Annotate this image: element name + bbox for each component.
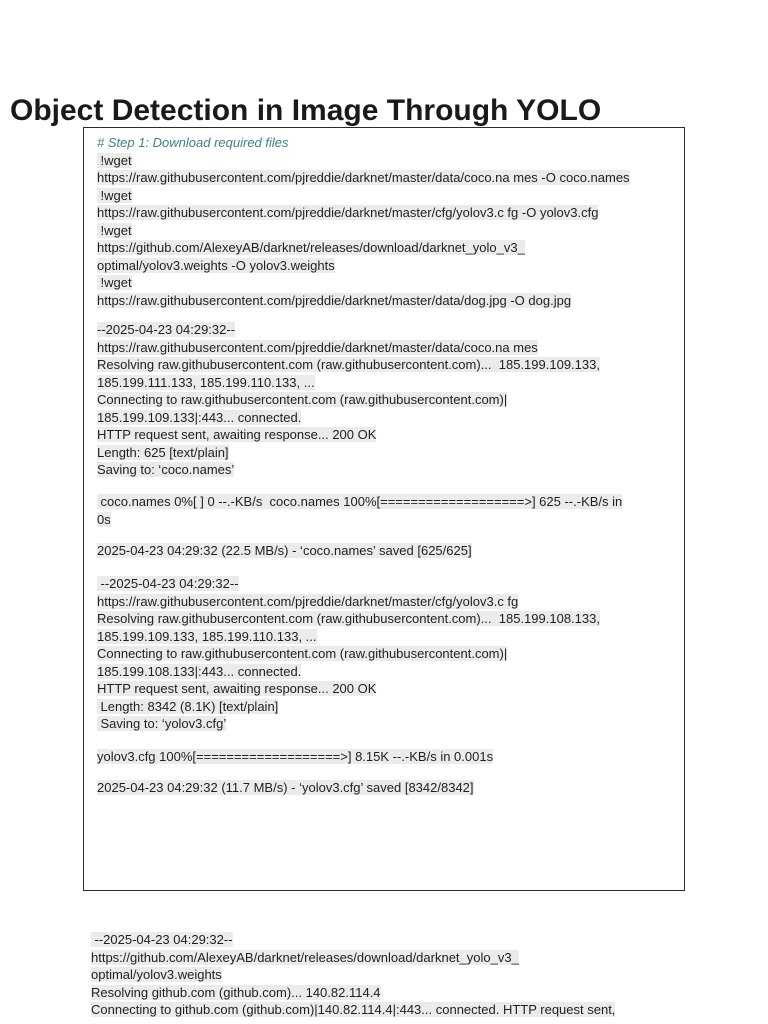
progress-line: yolov3.cfg 100%[===================>] 8.15K --.-KB/s in 0.001s (97, 749, 494, 764)
cfg-request-log (97, 575, 600, 733)
code-line: !wget (97, 275, 132, 290)
code-line: https://github.com/AlexeyAB/darknet/releases/download/darknet_yolo_v3_ (97, 240, 525, 255)
output-line: https://github.com/AlexeyAB/darknet/releases/download/darknet_yolo_v3_ (91, 949, 519, 965)
coco-saved-log (97, 542, 472, 560)
code-line: https://raw.githubusercontent.com/pjreddie/darknet/master/data/dog.jpg -O dog.jpg (97, 292, 572, 308)
saved-status-line: 2025-04-23 04:29:32 (22.5 MB/s) - ‘coco.names’ saved [625/625] (97, 543, 472, 558)
output-line: Resolving raw.githubusercontent.com (raw.githubusercontent.com)... 185.199.109.133, (97, 357, 600, 372)
coco-progress-log (97, 493, 622, 528)
output-line: 185.199.108.133|:443... connected. (97, 663, 302, 679)
code-line: !wget (97, 223, 132, 238)
output-line: HTTP request sent, awaiting response... 200 OK (97, 427, 377, 442)
code-line: https://raw.githubusercontent.com/pjreddie/darknet/master/cfg/yolov3.c fg -O yolov3.cfg (97, 205, 599, 220)
output-line: Resolving github.com (github.com)... 140.82.114.4 (91, 984, 381, 1000)
output-line: HTTP request sent, awaiting response... 200 OK (97, 681, 377, 696)
weights-request-log (91, 931, 615, 1019)
progress-line: 0s (97, 511, 111, 527)
output-line: Saving to: ‘yolov3.cfg’ (97, 716, 226, 731)
output-line: optimal/yolov3.weights (91, 967, 222, 982)
output-line: 185.199.109.133|:443... connected. (97, 409, 302, 425)
output-line: --2025-04-23 04:29:32-- (97, 576, 239, 591)
code-line: optimal/yolov3.weights -O yolov3.weights (97, 257, 335, 273)
output-line: --2025-04-23 04:29:32-- (91, 932, 233, 947)
code-comment: # Step 1: Download required files (97, 135, 289, 150)
output-line: Saving to: ‘coco.names’ (97, 462, 235, 477)
output-line: Length: 8342 (8.1K) [text/plain] (97, 699, 278, 714)
code-line: !wget (97, 153, 132, 168)
cfg-progress-log (97, 748, 493, 766)
progress-line: coco.names 0%[ ] 0 --.-KB/s coco.names 100%[===================>] 625 --.-KB/s in (97, 494, 622, 509)
coco-request-log (97, 321, 600, 479)
output-line: Resolving raw.githubusercontent.com (raw.githubusercontent.com)... 185.199.108.133, (97, 611, 600, 626)
output-line: Connecting to raw.githubusercontent.com (raw.githubusercontent.com)| (97, 392, 508, 407)
code-input-block (97, 134, 630, 309)
output-line: --2025-04-23 04:29:32-- (97, 322, 236, 337)
output-line: Length: 625 [text/plain] (97, 444, 229, 460)
output-line: Connecting to github.com (github.com)|140.82.114.4|:443... connected. HTTP request sent, (91, 1002, 616, 1017)
output-line: 185.199.111.133, 185.199.110.133, ... (97, 374, 315, 390)
page-title: Object Detection in Image Through YOLO (10, 94, 602, 127)
saved-status-line: 2025-04-23 04:29:32 (11.7 MB/s) - ‘yolov3.cfg’ saved [8342/8342] (97, 780, 474, 795)
output-line: 185.199.109.133, 185.199.110.133, ... (97, 628, 317, 644)
code-line: https://raw.githubusercontent.com/pjreddie/darknet/master/data/coco.na mes -O coco.names (97, 170, 630, 185)
output-line: https://raw.githubusercontent.com/pjreddie/darknet/master/cfg/yolov3.c fg (97, 593, 519, 609)
code-cell-box (83, 127, 685, 891)
cfg-saved-log (97, 779, 474, 797)
output-line: https://raw.githubusercontent.com/pjreddie/darknet/master/data/coco.na mes (97, 339, 538, 355)
code-line: !wget (97, 188, 132, 203)
output-line: Connecting to raw.githubusercontent.com (raw.githubusercontent.com)| (97, 646, 508, 661)
